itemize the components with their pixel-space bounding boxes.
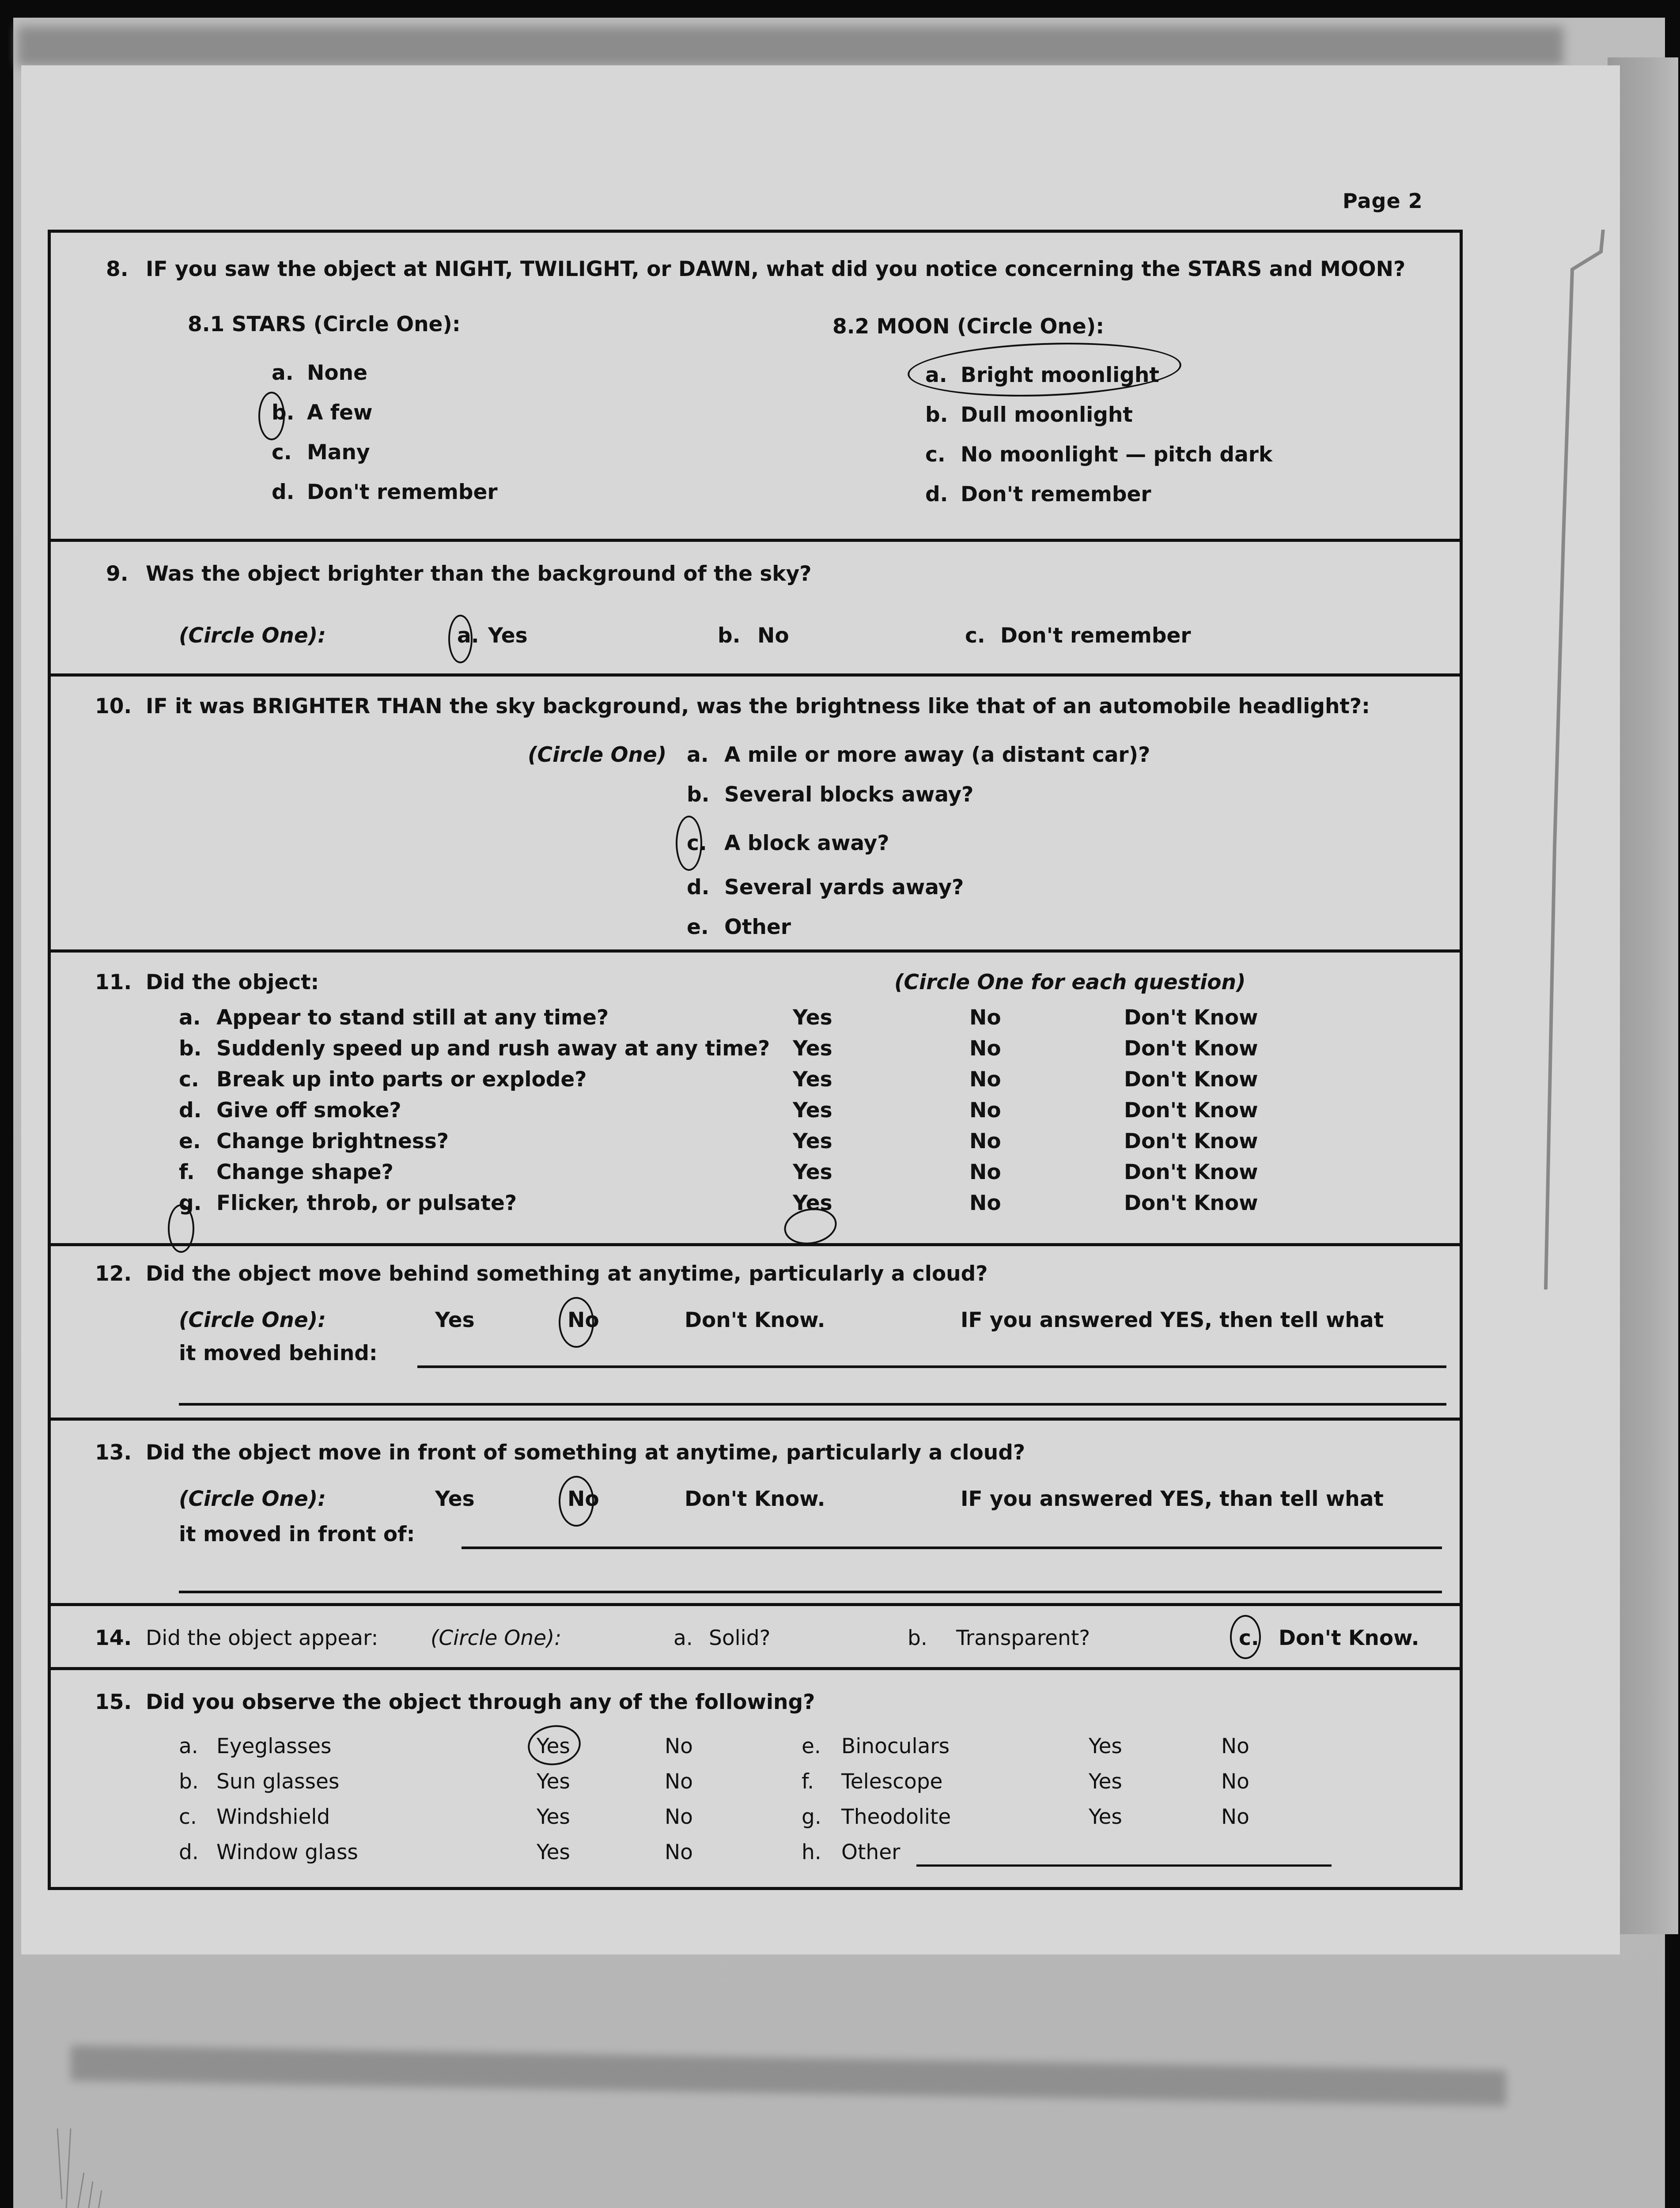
q11-row-no[interactable]: No bbox=[969, 1098, 1001, 1123]
question-8-section bbox=[51, 233, 1460, 542]
question-15-section bbox=[51, 1670, 1460, 1889]
stars-label: 8.1 STARS (Circle One): bbox=[188, 312, 461, 336]
q11-row-letter: e. bbox=[179, 1129, 201, 1153]
stars-option-c-letter: c. bbox=[272, 440, 292, 465]
q14-option-solid[interactable]: Solid? bbox=[709, 1626, 771, 1650]
q15-item-yes[interactable]: Yes bbox=[537, 1769, 570, 1794]
q12-option-dont-know[interactable]: Don't Know. bbox=[685, 1308, 825, 1332]
q11-circle-one-label: (Circle One for each question) bbox=[894, 970, 1246, 994]
q15-item-label: Window glass bbox=[216, 1840, 358, 1864]
q12-answer-line-2 bbox=[179, 1403, 1446, 1406]
q11-row-yes[interactable]: Yes bbox=[793, 1129, 832, 1153]
q11-row-dont-know[interactable]: Don't Know bbox=[1124, 1067, 1258, 1092]
q11-row-yes[interactable]: Yes bbox=[793, 1036, 832, 1061]
q11-row-question: Suddenly speed up and rush away at any time? bbox=[216, 1036, 770, 1061]
q10-option-d[interactable]: Several yards away? bbox=[724, 875, 964, 900]
q15-item-yes[interactable]: Yes bbox=[537, 1805, 570, 1829]
q14-option-c-letter: c. bbox=[1239, 1626, 1259, 1650]
q12-followup-label: it moved behind: bbox=[179, 1341, 378, 1365]
moon-option-a-letter: a. bbox=[925, 363, 947, 387]
moon-option-d[interactable]: Don't remember bbox=[961, 482, 1151, 507]
q12-option-yes[interactable]: Yes bbox=[435, 1308, 475, 1332]
stars-option-b-letter: b. bbox=[272, 401, 295, 425]
q12-circled-mark bbox=[559, 1297, 594, 1348]
q9-option-no[interactable]: No bbox=[757, 624, 789, 648]
stars-option-b[interactable]: A few bbox=[307, 401, 373, 425]
q11-row-question: Appear to stand still at any time? bbox=[216, 1006, 609, 1030]
stars-option-a-letter: a. bbox=[272, 361, 294, 385]
scan-scratches bbox=[40, 2120, 181, 2208]
question-11-section bbox=[51, 953, 1460, 1246]
q12-followup-text: IF you answered YES, then tell what bbox=[961, 1308, 1384, 1332]
q15-item-yes[interactable]: Yes bbox=[1089, 1769, 1122, 1794]
q13-followup-label: it moved in front of: bbox=[179, 1522, 415, 1546]
question-9-number: 9. bbox=[106, 562, 129, 586]
q15-item-letter: g. bbox=[802, 1805, 821, 1829]
q11-row-letter: c. bbox=[179, 1067, 199, 1092]
q15-item-letter: d. bbox=[179, 1840, 199, 1864]
q11-row-no[interactable]: No bbox=[969, 1160, 1001, 1184]
q9-option-c-letter: c. bbox=[965, 624, 985, 648]
moon-option-a[interactable]: Bright moonlight bbox=[961, 363, 1159, 387]
stars-circled-mark bbox=[258, 392, 285, 440]
q11-row-dont-know[interactable]: Don't Know bbox=[1124, 1006, 1258, 1030]
q13-option-no[interactable]: No bbox=[568, 1487, 599, 1511]
stars-option-d-letter: d. bbox=[272, 480, 295, 504]
q11-row-question: Flicker, throb, or pulsate? bbox=[216, 1191, 517, 1215]
q11-row-question: Change shape? bbox=[216, 1160, 394, 1184]
questionnaire-form bbox=[48, 230, 1463, 1890]
q11-row-dont-know[interactable]: Don't Know bbox=[1124, 1129, 1258, 1153]
q11-row-question: Change brightness? bbox=[216, 1129, 449, 1153]
q15-item-label: Theodolite bbox=[841, 1805, 951, 1829]
q10-option-d-letter: d. bbox=[687, 875, 710, 900]
page-number: Page 2 bbox=[1343, 189, 1423, 213]
q15-item-label: Windshield bbox=[216, 1805, 330, 1829]
question-12-section bbox=[51, 1246, 1460, 1421]
q14-circled-mark bbox=[1230, 1615, 1261, 1659]
question-13-section bbox=[51, 1421, 1460, 1606]
q14-option-dont-know[interactable]: Don't Know. bbox=[1279, 1626, 1419, 1650]
q15-item-letter: b. bbox=[179, 1769, 199, 1794]
q11-row-question: Break up into parts or explode? bbox=[216, 1067, 587, 1092]
q11-row-question: Give off smoke? bbox=[216, 1098, 401, 1123]
q10-option-b[interactable]: Several blocks away? bbox=[724, 783, 974, 807]
q10-circle-one-label: (Circle One) bbox=[528, 743, 667, 767]
q15-other-label: Other bbox=[841, 1840, 901, 1864]
q10-option-c-letter: c. bbox=[687, 831, 707, 855]
moon-option-c-letter: c. bbox=[925, 442, 946, 467]
question-8-text: IF you saw the object at NIGHT, TWILIGHT, or DAWN, what did you notice concerning the STARS and MOON? bbox=[146, 257, 1406, 281]
q13-option-yes[interactable]: Yes bbox=[435, 1487, 475, 1511]
q10-option-a-letter: a. bbox=[687, 743, 709, 767]
q12-circle-one-label: (Circle One): bbox=[179, 1308, 326, 1332]
question-13-text: Did the object move in front of something at anytime, particularly a cloud? bbox=[146, 1440, 1025, 1465]
q11-row-letter: d. bbox=[179, 1098, 202, 1123]
question-15-number: 15. bbox=[95, 1690, 132, 1714]
question-12-number: 12. bbox=[95, 1262, 132, 1286]
q11-row-dont-know[interactable]: Don't Know bbox=[1124, 1098, 1258, 1123]
q15-item-letter: a. bbox=[179, 1734, 198, 1758]
q11-row-no[interactable]: No bbox=[969, 1006, 1001, 1030]
moon-label: 8.2 MOON (Circle One): bbox=[832, 314, 1105, 339]
q9-circle-one-label: (Circle One): bbox=[179, 624, 326, 648]
stars-option-d[interactable]: Don't remember bbox=[307, 480, 498, 504]
q15-item-yes[interactable]: Yes bbox=[1089, 1805, 1122, 1829]
q14-option-transparent[interactable]: Transparent? bbox=[956, 1626, 1090, 1650]
q15-item-yes[interactable]: Yes bbox=[537, 1734, 570, 1758]
q15-item-yes[interactable]: Yes bbox=[1089, 1734, 1122, 1758]
moon-circled-mark bbox=[907, 338, 1182, 401]
question-9-text: Was the object brighter than the background of the sky? bbox=[146, 562, 812, 586]
q15-item-no[interactable]: No bbox=[1221, 1769, 1249, 1794]
q11-row-no[interactable]: No bbox=[969, 1036, 1001, 1061]
q10-option-e[interactable]: Other bbox=[724, 915, 791, 939]
q10-option-c[interactable]: A block away? bbox=[724, 831, 889, 855]
question-11-text: Did the object: bbox=[146, 970, 319, 994]
q11-row-letter: a. bbox=[179, 1006, 201, 1030]
q11-row-yes[interactable]: Yes bbox=[793, 1067, 832, 1092]
q15-item-no[interactable]: No bbox=[665, 1805, 693, 1829]
q11-row-yes[interactable]: Yes bbox=[793, 1191, 832, 1215]
q15-item-no[interactable]: No bbox=[1221, 1805, 1249, 1829]
q9-option-b-letter: b. bbox=[718, 624, 741, 648]
question-13-number: 13. bbox=[95, 1440, 132, 1465]
question-14-section bbox=[51, 1606, 1460, 1670]
q15-item-letter: f. bbox=[802, 1769, 814, 1794]
q11-g-circled-letter bbox=[168, 1204, 194, 1253]
q15-item-label: Binoculars bbox=[841, 1734, 950, 1758]
q12-answer-line-1 bbox=[417, 1365, 1446, 1368]
q12-option-no[interactable]: No bbox=[568, 1308, 599, 1332]
q15-item-no[interactable]: No bbox=[665, 1769, 693, 1794]
question-11-number: 11. bbox=[95, 970, 132, 994]
q11-row-yes[interactable]: Yes bbox=[793, 1098, 832, 1123]
q15-other-letter: h. bbox=[802, 1840, 821, 1864]
question-9-section bbox=[51, 542, 1460, 677]
q13-answer-line-2 bbox=[179, 1591, 1442, 1593]
q10-option-a[interactable]: A mile or more away (a distant car)? bbox=[724, 743, 1150, 767]
question-12-text: Did the object move behind something at anytime, particularly a cloud? bbox=[146, 1262, 988, 1286]
q11-row-no[interactable]: No bbox=[969, 1067, 1001, 1092]
q15-other-line bbox=[916, 1864, 1332, 1867]
q11-row-letter: b. bbox=[179, 1036, 202, 1061]
q15-item-label: Eyeglasses bbox=[216, 1734, 332, 1758]
moon-option-b[interactable]: Dull moonlight bbox=[961, 403, 1133, 427]
q15-item-letter: c. bbox=[179, 1805, 197, 1829]
q10-option-e-letter: e. bbox=[687, 915, 709, 939]
page-fold-crease bbox=[1528, 230, 1616, 1908]
q15-eyeglasses-circled-yes bbox=[525, 1722, 583, 1769]
question-15-text: Did you observe the object through any of the following? bbox=[146, 1690, 815, 1714]
q9-option-dont-remember[interactable]: Don't remember bbox=[1000, 624, 1191, 648]
stars-option-c[interactable]: Many bbox=[307, 440, 370, 465]
q9-option-yes[interactable]: Yes bbox=[488, 624, 528, 648]
q15-item-letter: e. bbox=[802, 1734, 821, 1758]
q13-circle-one-label: (Circle One): bbox=[179, 1487, 326, 1511]
q11-row-yes[interactable]: Yes bbox=[793, 1006, 832, 1030]
question-10-section bbox=[51, 677, 1460, 953]
q10-option-b-letter: b. bbox=[687, 783, 710, 807]
q15-item-no[interactable]: No bbox=[1221, 1734, 1249, 1758]
q14-option-a-letter: a. bbox=[674, 1626, 693, 1650]
q15-item-no[interactable]: No bbox=[665, 1734, 693, 1758]
q9-option-a-letter: a. bbox=[457, 624, 479, 648]
q11-row-dont-know[interactable]: Don't Know bbox=[1124, 1160, 1258, 1184]
moon-option-c[interactable]: No moonlight — pitch dark bbox=[961, 442, 1273, 467]
stars-option-a[interactable]: None bbox=[307, 361, 367, 385]
q15-item-label: Telescope bbox=[841, 1769, 943, 1794]
q15-item-yes[interactable]: Yes bbox=[537, 1840, 570, 1864]
q15-item-no[interactable]: No bbox=[665, 1840, 693, 1864]
q11-row-yes[interactable]: Yes bbox=[793, 1160, 832, 1184]
question-14-number: 14. bbox=[95, 1626, 132, 1650]
q11-row-dont-know[interactable]: Don't Know bbox=[1124, 1191, 1258, 1215]
q13-option-dont-know[interactable]: Don't Know. bbox=[685, 1487, 825, 1511]
q13-answer-line-1 bbox=[462, 1546, 1442, 1549]
question-14-text: Did the object appear: bbox=[146, 1626, 378, 1650]
question-10-number: 10. bbox=[95, 694, 132, 718]
q13-circled-mark bbox=[559, 1476, 594, 1527]
question-8-number: 8. bbox=[106, 257, 129, 281]
q11-row-letter: f. bbox=[179, 1160, 195, 1184]
moon-option-b-letter: b. bbox=[925, 403, 948, 427]
q11-row-dont-know[interactable]: Don't Know bbox=[1124, 1036, 1258, 1061]
question-10-text: IF it was BRIGHTER THAN the sky background, was the brightness like that of an automobile headlight?: bbox=[146, 694, 1370, 718]
q9-circled-mark bbox=[448, 615, 473, 663]
q11-row-letter: g. bbox=[179, 1191, 202, 1215]
q14-option-b-letter: b. bbox=[908, 1626, 927, 1650]
q11-row-no[interactable]: No bbox=[969, 1129, 1001, 1153]
scan-shadow-top bbox=[18, 26, 1563, 66]
q13-followup-text: IF you answered YES, than tell what bbox=[961, 1487, 1384, 1511]
q11-row-no[interactable]: No bbox=[969, 1191, 1001, 1215]
q14-circle-one-label: (Circle One): bbox=[431, 1626, 562, 1650]
q15-item-label: Sun glasses bbox=[216, 1769, 340, 1794]
q10-circled-mark bbox=[676, 816, 702, 871]
moon-option-d-letter: d. bbox=[925, 482, 948, 507]
